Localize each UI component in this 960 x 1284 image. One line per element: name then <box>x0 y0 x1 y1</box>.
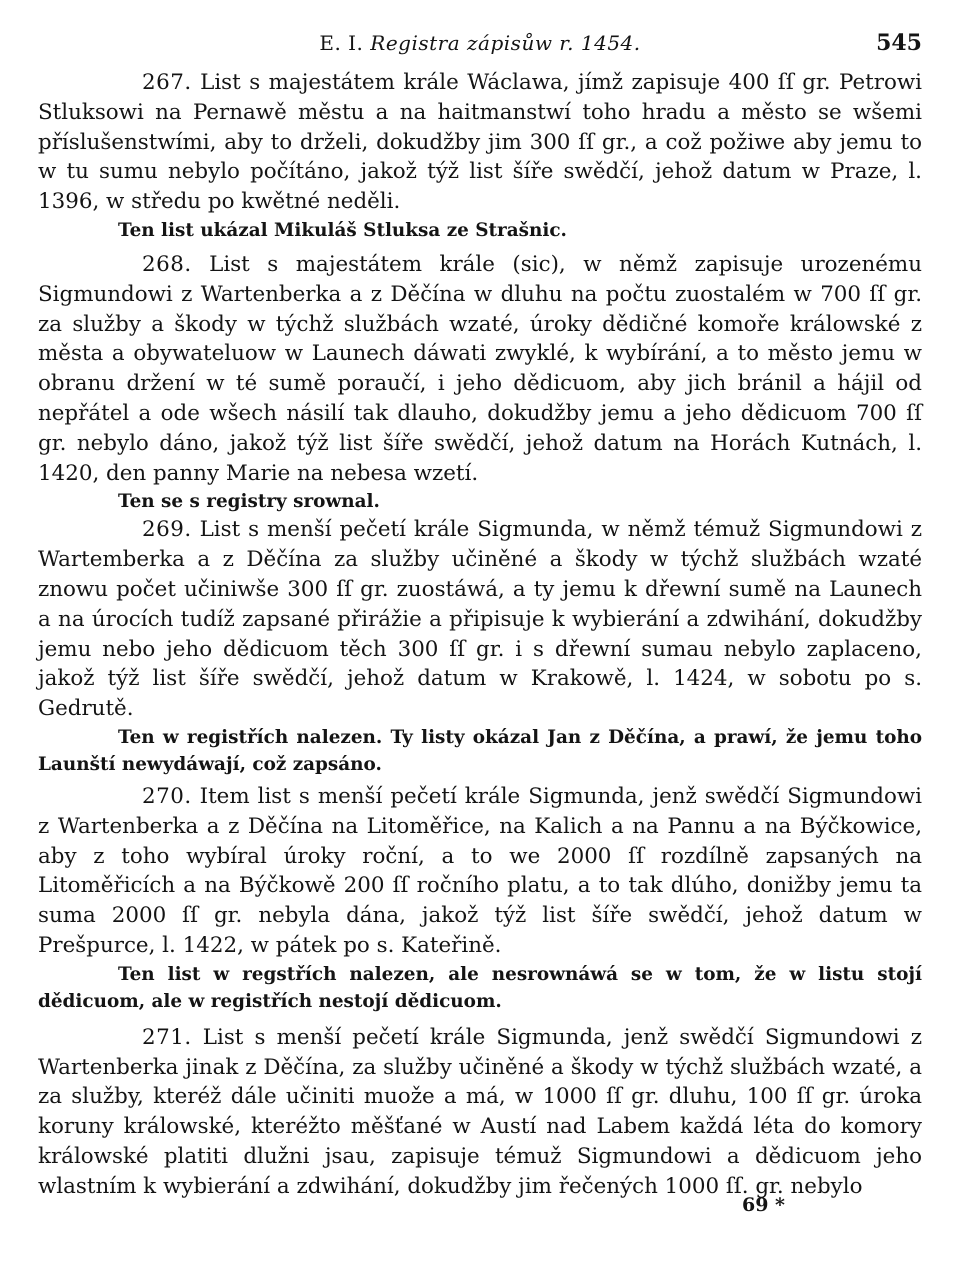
entry-text <box>38 515 922 724</box>
page-body <box>38 68 922 1202</box>
entry-number: 270. <box>142 783 192 809</box>
entry-note: Ten list w regstřích nalezen, ale nesrownáwá se w tom, že w listu stojí dědicuom, ale w registřích nestojí dědicuom. <box>38 963 922 1012</box>
entry-body: List s majestátem krále (sic), w němž zapisuje urozenému Sigmundowi z Wartenberka a z Děčína w dluhu na počtu zuostalém w 700 ſſ gr. za služby a škody w týchž službách wzaté, úroky dědičné komoře králowské z města a obywateluow w Launech dáwati zwyklé, k wybírání, a to město jemu w obranu držení w té sumě poraučí, i jeho dědicuom, aby jich bránil a hájil od nepřátel a ode wšech násilí tak dlauho, dokudžby jemu a jeho dědicuom 700 ſſ gr. nebylo dáno, jakož týž list šíře swědčí, jehož datum na Horách Kutnách, l. 1420, den panny Marie na nebesa wzetí. <box>38 251 922 486</box>
entry-number: 271. <box>142 1024 192 1050</box>
header-title: Registra zápisůw r. 1454. <box>370 31 641 55</box>
page-number: 545 <box>876 30 922 56</box>
entry-body: List s majestátem krále Wáclawa, jímž zapisuje 400 ſſ gr. Petrowi Stluksowi na Pernawě městu a na haitmanstwí toho hradu a město se wšemi příslušenstwími, aby to drželi, dokudžby jim 300 ſſ gr., a což požiwe aby jemu to w tu sumu nebylo počítáno, jakož týž list šíře swědčí, jehož datum w Praze, l. 1396, w středu po kwětné neděli. <box>38 70 922 215</box>
entry-number: 269. <box>142 517 192 543</box>
entry-270 <box>38 782 922 1015</box>
entry-271 <box>38 1023 922 1202</box>
entry-269 <box>38 515 922 778</box>
running-header <box>38 28 922 58</box>
entry-number: 268. <box>142 251 192 277</box>
entry-text <box>38 250 922 488</box>
signature-mark: 69 * <box>742 1194 785 1216</box>
entry-text <box>38 1023 922 1202</box>
entry-text <box>38 68 922 217</box>
entry-note: Ten se s registry srownal. <box>118 491 380 513</box>
entry-number: 267. <box>142 70 192 95</box>
entry-body: List s menší pečetí krále Sigmunda, w němž témuž Sigmundowi z Wartemberka a z Děčína za služby učiněné a škody w týchž službách wzaté znowu počet učiniwše 300 ſſ gr. zuostáwá, a ty jemu k dřewní sumě na Launech a na úrocích tudíž zapsané přirážie a připisuje k wybierání a zdwihání, dokudžby jemu nebo jeho dědicuom těch 300 ſſ gr. i s dřewní sumau nebylo zaplaceno, jakož týž list šíře swědčí, jehož datum w Krakowě, l. 1424, w sobotu po s. Gedrutě. <box>38 517 922 722</box>
entry-body: List s menší pečetí krále Sigmunda, jenž swědčí Sigmundowi z Wartenberka jinak z Děčína, za služby učiněné a škody w týchž službách wzaté, a za služby, kteréž dále učiniti muože a má, w 1000 ſſ gr. dluhu, 100 ſſ gr. úroka koruny králowské, kteréžto měšťané w Austí nad Labem každá léta do komory králowské platiti dlužni jsau, zapisuje témuž Sigmundowi a dědicuom jeho wlastním k wybierání a zdwihání, dokudžby jim řečených 1000 ſſ. gr. nebylo <box>38 1024 923 1199</box>
entry-body: Item list s menší pečetí krále Sigmunda, jenž swědčí Sigmundowi z Wartenberka a z Děčína na Litoměřice, na Kalich a na Pannu a na Býčkowice, aby z toho wybíral úroky roční, a to we 2000 ſſ rozdílně zapsaných na Litoměřicích a na Býčkowě 200 ſſ ročního platu, a to tak dlúho, donižby jemu ta suma 2000 ſſ gr. nebyla dána, jakož týž list šíře swědčí, jehož datum w Prešpurce, l. 1422, w pátek po s. Kateřině. <box>38 783 922 958</box>
entry-note: Ten w registřích nalezen. Ty listy okázal Jan z Děčína, a prawí, že jemu toho Launští newydáwají, což zapsáno. <box>38 726 922 775</box>
header-section: E. I. <box>319 31 364 55</box>
entry-268 <box>38 250 922 515</box>
entry-267 <box>38 68 922 244</box>
entry-text <box>38 782 922 961</box>
entry-note: Ten list ukázal Mikuláš Stluksa ze Strašnic. <box>118 219 567 241</box>
